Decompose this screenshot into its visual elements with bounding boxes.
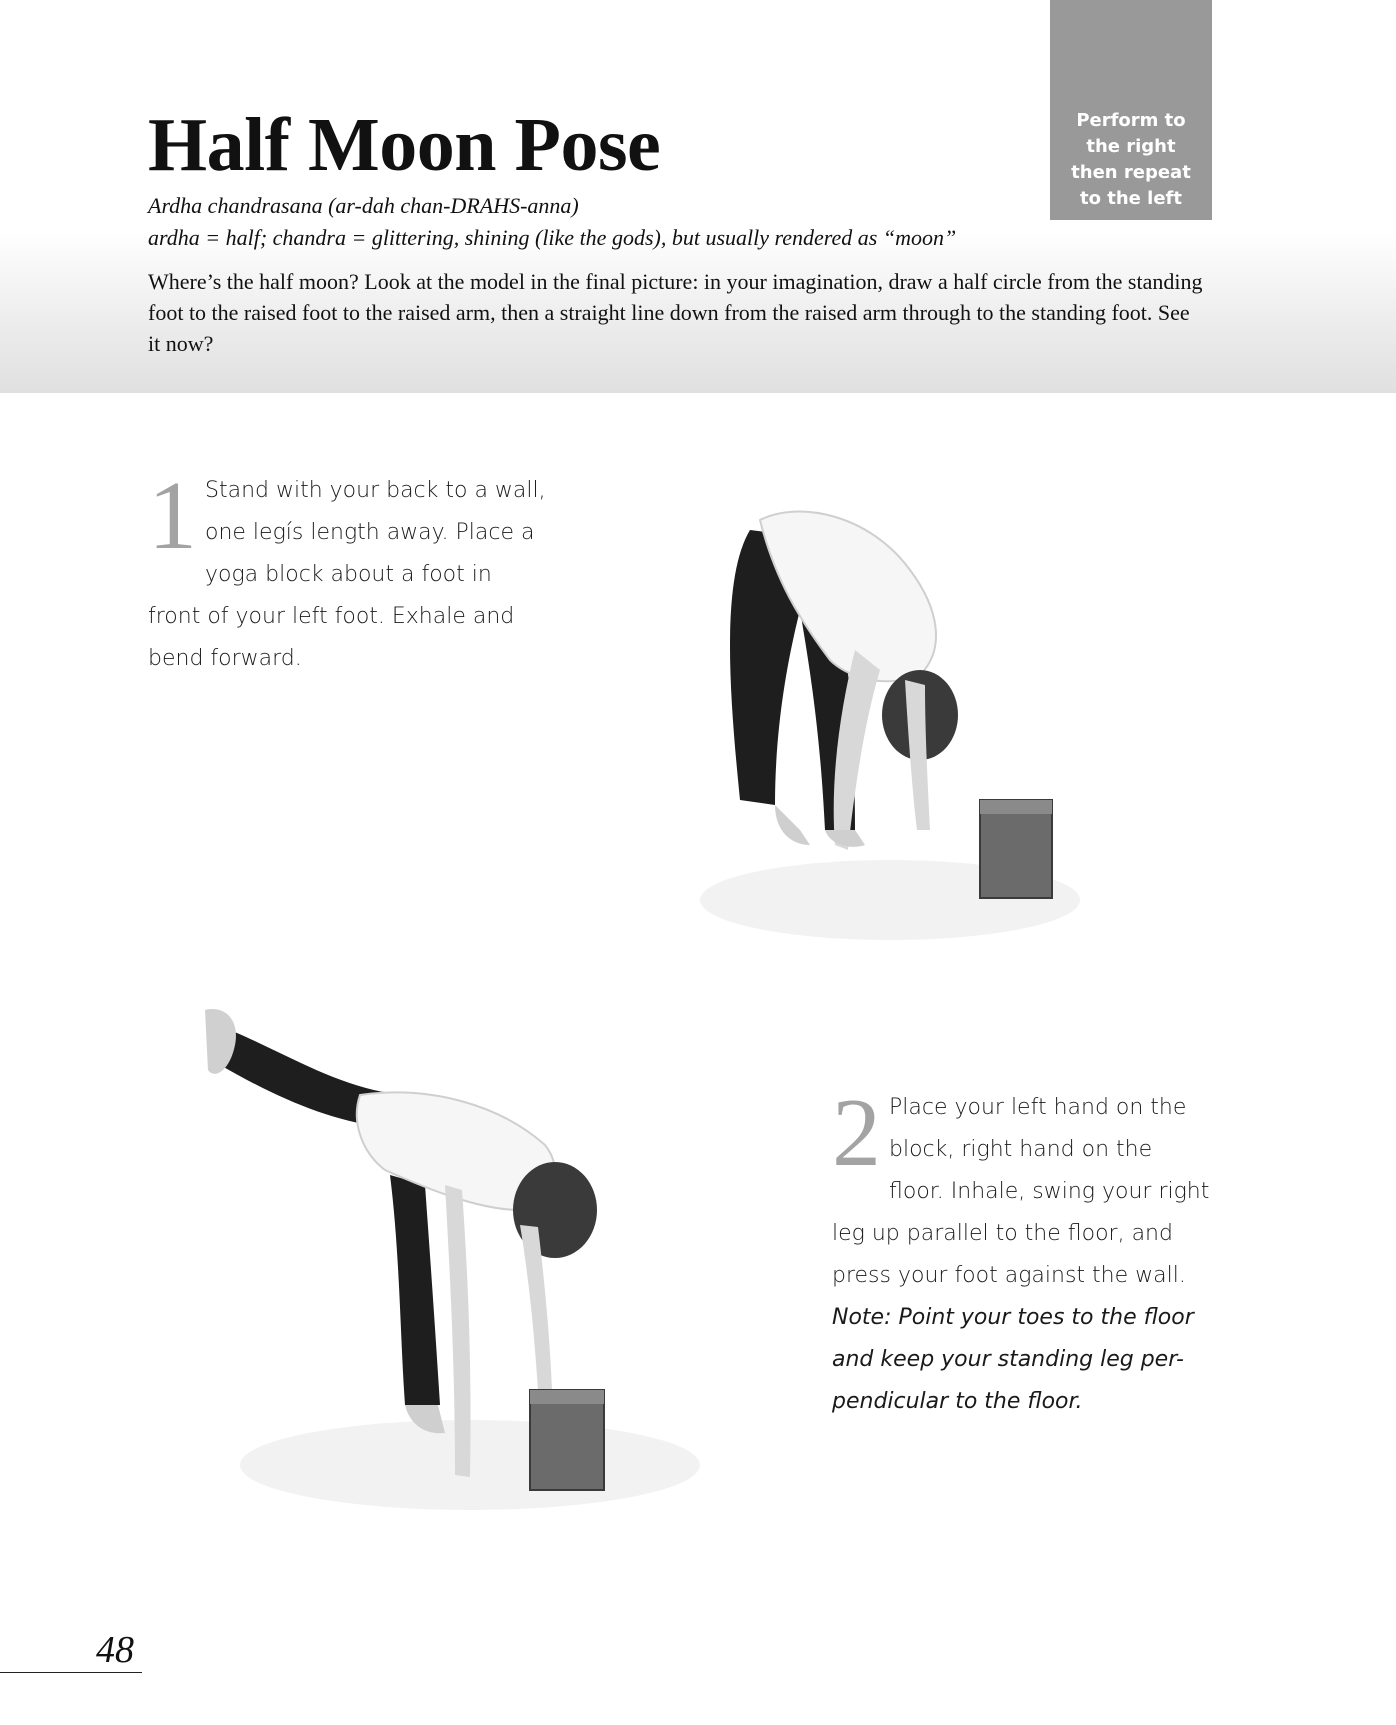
- page-number: 48: [96, 1629, 134, 1671]
- footer-rule: [0, 1672, 142, 1673]
- step-2-text: Place your left hand on the block, right hand on the floor. Inhale, swing your right leg up parallel to the floor, and press your foot against the wall.: [832, 1095, 1210, 1288]
- repeat-side-tab: [1050, 0, 1212, 220]
- step-2-note: Note: Point your toes to the floor and keep your standing leg per-pendicular to the floor.: [832, 1305, 1194, 1414]
- forward-bend-photo: [680, 500, 1080, 960]
- step-1-number: 1: [148, 462, 197, 570]
- intro-paragraph: Where’s the half moon? Look at the model in the final picture: in your imagination, draw a half circle from the standing foot to the raised foot to the raised arm, then a straight line down from the raised arm through to the standing foot. See it now?: [148, 269, 1203, 356]
- repeat-side-text: Perform to the right then repeat to the left: [1071, 110, 1191, 209]
- step-1-text: Stand with your back to a wall, one legís length away. Place a yoga block about a foot in front of your left foot. Exhale and bend forward.: [148, 478, 546, 671]
- pose-title: Half Moon Pose: [148, 103, 661, 187]
- half-moon-photo: [200, 995, 700, 1535]
- step-1: [148, 462, 548, 680]
- step-2-number: 2: [832, 1079, 881, 1187]
- sanskrit-name: Ardha chandrasana (ar-dah chan-DRAHS-anna): [148, 193, 579, 218]
- step-2: [832, 1079, 1212, 1423]
- name-meaning: ardha = half; chandra = glittering, shining (like the gods), but usually rendered as “moon”: [148, 225, 957, 250]
